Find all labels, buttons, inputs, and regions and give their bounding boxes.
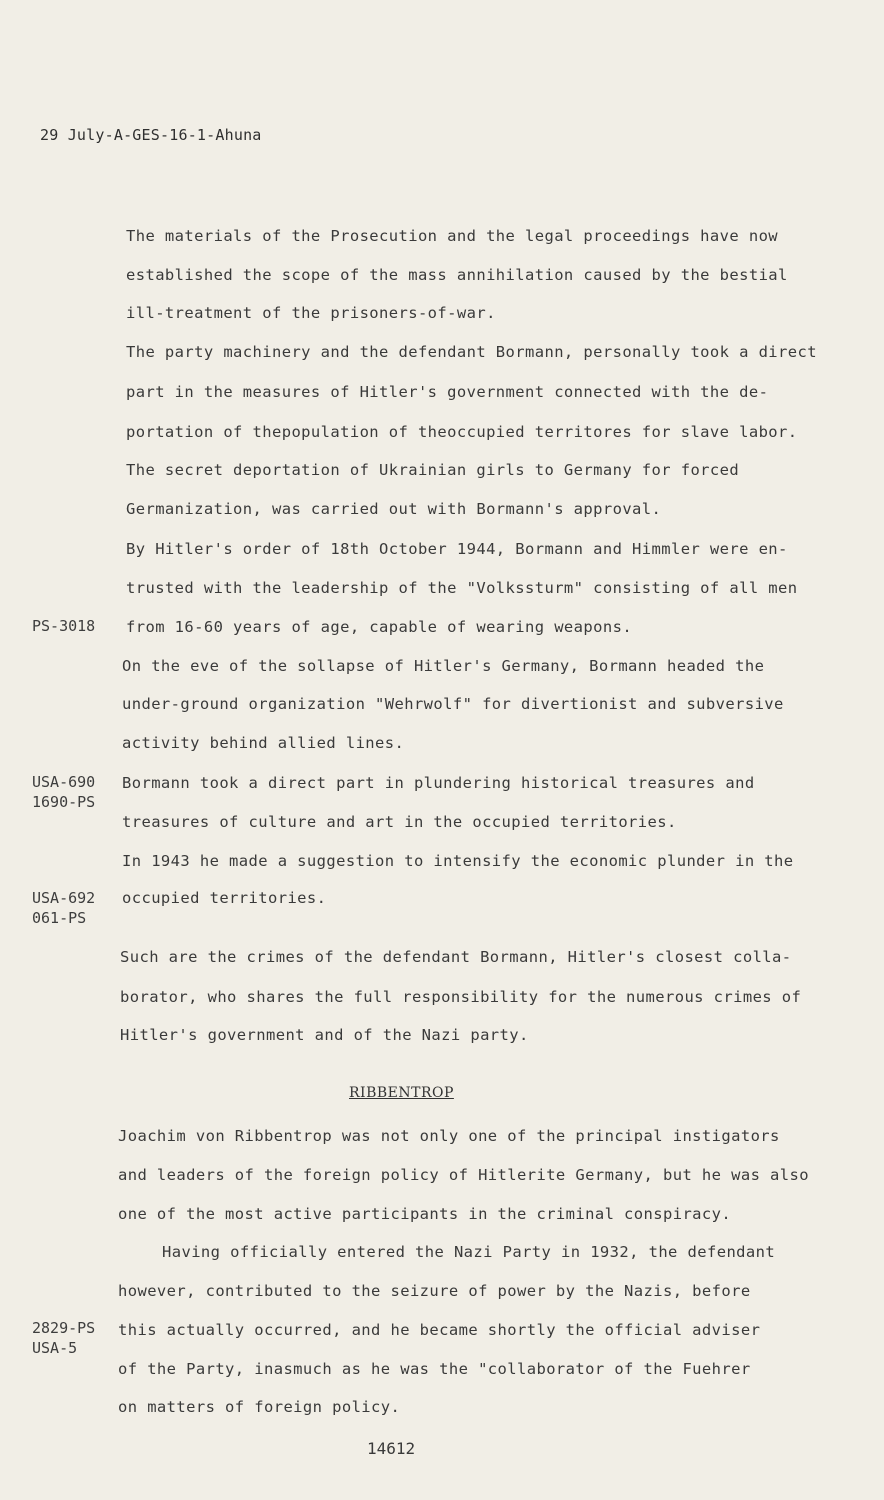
text-line: ill-treatment of the prisoners-of-war.: [126, 304, 496, 322]
text-line: Joachim von Ribbentrop was not only one of the principal instigators: [118, 1127, 780, 1145]
text-line: Such are the crimes of the defendant Bormann, Hitler's closest colla-: [120, 948, 792, 966]
text-line: part in the measures of Hitler's government connected with the de-: [126, 383, 769, 401]
margin-reference: USA-690: [32, 773, 96, 791]
text-line: Hitler's government and of the Nazi party.: [120, 1026, 529, 1044]
text-line: however, contributed to the seizure of power by the Nazis, before: [118, 1282, 751, 1300]
margin-reference: PS-3018: [32, 617, 96, 635]
text-line: this actually occurred, and he became shortly the official adviser: [118, 1321, 761, 1339]
text-line: on matters of foreign policy.: [118, 1398, 401, 1416]
text-line: and leaders of the foreign policy of Hitlerite Germany, but he was also: [118, 1166, 809, 1184]
margin-reference: 1690-PS: [32, 793, 96, 811]
text-line: In 1943 he made a suggestion to intensify the economic plunder in the: [122, 852, 794, 870]
text-line: occupied territories.: [122, 889, 327, 907]
margin-reference: USA-5: [32, 1339, 78, 1357]
text-line: Germanization, was carried out with Bormann's approval.: [126, 500, 662, 518]
text-line: activity behind allied lines.: [122, 734, 405, 752]
text-line: treasures of culture and art in the occupied territories.: [122, 813, 677, 831]
section-heading: RIBBENTROP: [349, 1085, 454, 1101]
text-line: Having officially entered the Nazi Party in 1932, the defendant: [162, 1243, 776, 1261]
margin-reference: USA-692: [32, 889, 96, 907]
text-line: On the eve of the sollapse of Hitler's Germany, Bormann headed the: [122, 657, 765, 675]
margin-reference: 2829-PS: [32, 1319, 96, 1337]
document-header-code: 29 July-A-GES-16-1-Ahuna: [40, 126, 262, 144]
text-line: from 16-60 years of age, capable of wearing weapons.: [126, 618, 633, 636]
text-line: The secret deportation of Ukrainian girls to Germany for forced: [126, 461, 740, 479]
text-line: The materials of the Prosecution and the legal proceedings have now: [126, 227, 779, 245]
page-number: 14612: [367, 1439, 416, 1458]
text-line: The party machinery and the defendant Bormann, personally took a direct: [126, 343, 817, 361]
text-line: portation of thepopulation of theoccupied territores for slave labor.: [126, 423, 798, 441]
text-line: By Hitler's order of 18th October 1944, Bormann and Himmler were en-: [126, 540, 788, 558]
text-line: Bormann took a direct part in plundering historical treasures and: [122, 774, 755, 792]
text-line: trusted with the leadership of the "Volkssturm" consisting of all men: [126, 579, 798, 597]
text-line: under-ground organization "Wehrwolf" for divertionist and subversive: [122, 695, 784, 713]
text-line: of the Party, inasmuch as he was the "collaborator of the Fuehrer: [118, 1360, 751, 1378]
text-line: borator, who shares the full responsibility for the numerous crimes of: [120, 988, 802, 1006]
margin-reference: 061-PS: [32, 909, 87, 927]
text-line: one of the most active participants in the criminal conspiracy.: [118, 1205, 732, 1223]
text-line: established the scope of the mass annihilation caused by the bestial: [126, 266, 788, 284]
